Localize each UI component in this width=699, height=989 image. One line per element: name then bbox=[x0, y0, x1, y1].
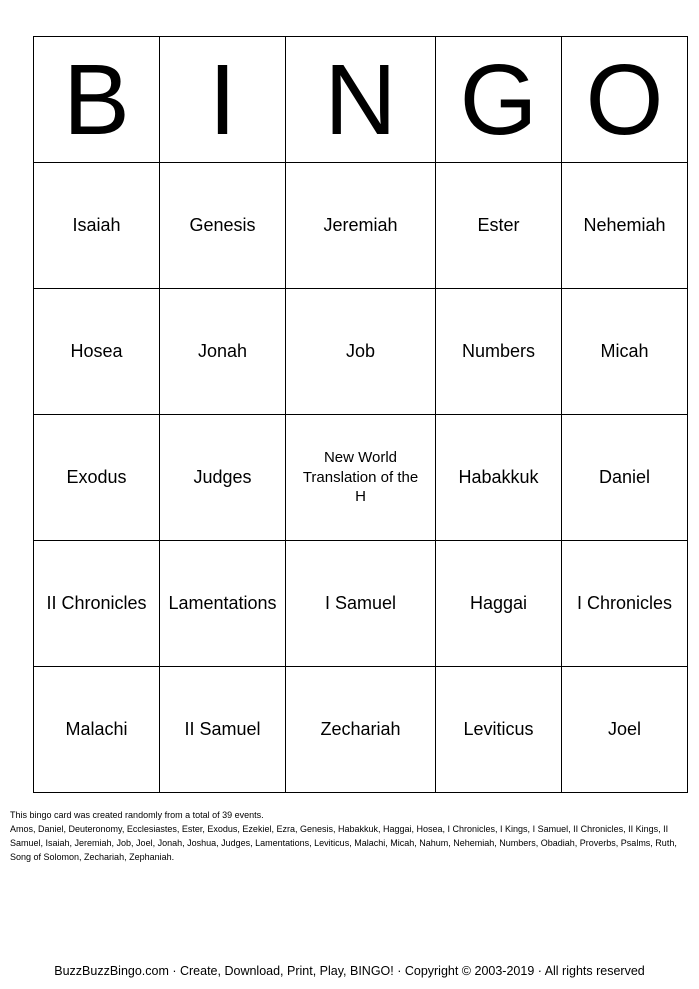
card-cell: Numbers bbox=[436, 289, 562, 415]
card-cell: II Samuel bbox=[160, 667, 286, 793]
card-cell: Nehemiah bbox=[562, 163, 688, 289]
card-cell: I Chronicles bbox=[562, 541, 688, 667]
card-cell: Ester bbox=[436, 163, 562, 289]
card-cell: I Samuel bbox=[286, 541, 436, 667]
center-cell: New World Translation of the H bbox=[286, 415, 436, 541]
card-cell: Lamentations bbox=[160, 541, 286, 667]
card-cell: Leviticus bbox=[436, 667, 562, 793]
footer-credit: BuzzBuzzBingo.com · Create, Download, Print, Play, BINGO! · Copyright © 2003-2019 · All rights reserved bbox=[54, 964, 645, 978]
card-cell: Malachi bbox=[34, 667, 160, 793]
header-row bbox=[34, 37, 688, 163]
header-letter-i: I bbox=[160, 37, 286, 163]
card-row bbox=[34, 289, 688, 415]
notes-summary: This bingo card was created randomly from a total of 39 events. bbox=[10, 810, 264, 820]
card-row bbox=[34, 541, 688, 667]
card-cell: Joel bbox=[562, 667, 688, 793]
card-cell: Judges bbox=[160, 415, 286, 541]
card-row bbox=[34, 163, 688, 289]
card-row bbox=[34, 415, 688, 541]
header-letter-b: B bbox=[34, 37, 160, 163]
card-row bbox=[34, 667, 688, 793]
card-cell: Haggai bbox=[436, 541, 562, 667]
card-cell: Genesis bbox=[160, 163, 286, 289]
header-letter-g: G bbox=[436, 37, 562, 163]
header-letter-n: N bbox=[286, 37, 436, 163]
header-letter-o: O bbox=[562, 37, 688, 163]
card-cell: Habakkuk bbox=[436, 415, 562, 541]
card-cell: Daniel bbox=[562, 415, 688, 541]
bingo-card bbox=[33, 36, 688, 793]
card-cell: Jeremiah bbox=[286, 163, 436, 289]
card-cell: Jonah bbox=[160, 289, 286, 415]
card-cell: Job bbox=[286, 289, 436, 415]
notes-event-list: Amos, Daniel, Deuteronomy, Ecclesiastes, Ester, Exodus, Ezekiel, Ezra, Genesis, Habakkuk, Haggai, Hosea, I Chronicles, I Kings, I Samuel, II Chronicles, II Kings, II Samuel, Isaiah, Jeremiah, Job, Joel, Jonah, Joshua, Judges, Lamentations, Leviticus, Malachi, Micah, Nahum, Nehemiah, Numbers, Obadiah, Proverbs, Psalms, Ruth, Song of Solomon, Zechariah, Zephaniah. bbox=[10, 824, 677, 862]
card-cell: Micah bbox=[562, 289, 688, 415]
card-notes bbox=[10, 808, 690, 864]
card-cell: Zechariah bbox=[286, 667, 436, 793]
card-cell: II Chronicles bbox=[34, 541, 160, 667]
card-cell: Exodus bbox=[34, 415, 160, 541]
card-cell: Hosea bbox=[34, 289, 160, 415]
card-cell: Isaiah bbox=[34, 163, 160, 289]
